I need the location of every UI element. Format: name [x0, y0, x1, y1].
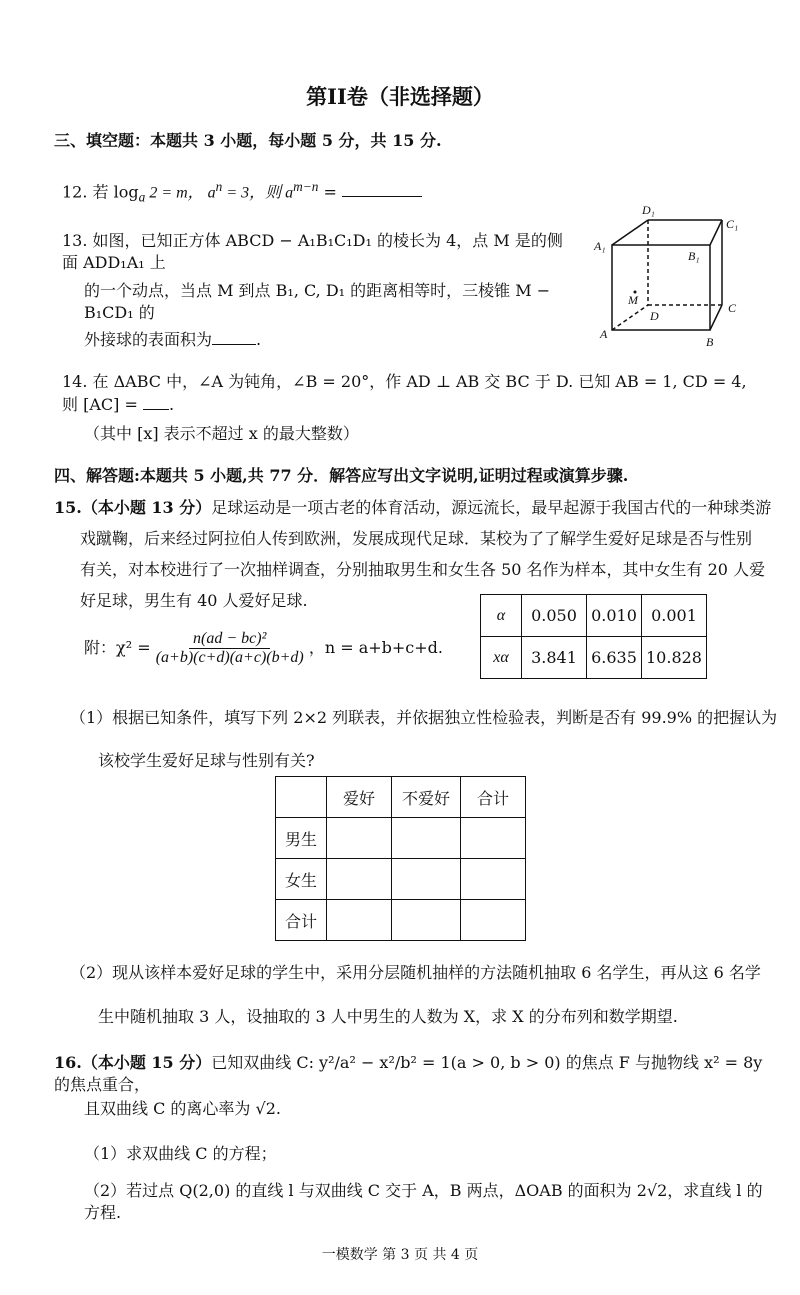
- label-c: C: [728, 301, 737, 315]
- contingency-table: 爱好 不爱好 合计 男生 女生 合计: [275, 776, 526, 941]
- cell: [461, 900, 526, 941]
- question-13-line2: 的一个动点，当点 M 到点 B₁, C, D₁ 的距离相等时，三棱锥 M − B₁CD₁ 的: [84, 281, 551, 322]
- cell: [461, 818, 526, 859]
- question-15-line2: 戏蹴鞠，后来经过阿拉伯人传到欧洲，发展成现代足球．某校为了了解学生爱好足球是否与性别: [80, 529, 753, 548]
- label-d: D: [650, 309, 659, 323]
- label-m: M: [628, 293, 638, 307]
- label-b: B: [706, 335, 714, 349]
- question-16-part2: （2）若过点 Q(2,0) 的直线 l 与双曲线 C 交于 A，B 两点，ΔOAB 的面积为 2√2，求直线 l 的方程.: [84, 1181, 763, 1222]
- label-a: A: [600, 327, 608, 341]
- answer-blank: [212, 328, 256, 345]
- page-title: 第II卷（非选择题）: [306, 84, 494, 109]
- question-14: 14. 在 ΔABC 中，∠A 为钝角，∠B = 20°，作 AD ⊥ AB 交 BC 于 D. 已知 AB = 1, CD = 4, 则 [AC] = .: [62, 372, 747, 414]
- label-c1: C₁: [726, 217, 739, 231]
- label-b1: B₁: [688, 249, 700, 263]
- question-15-part1-line2: 该校学生爱好足球与性别有关?: [98, 751, 315, 770]
- label-a1: A₁: [594, 239, 606, 253]
- cell: [392, 859, 461, 900]
- question-13-line1: 13. 如图，已知正方体 ABCD − A₁B₁C₁D₁ 的棱长为 4，点 M 是的侧面 ADD₁A₁ 上: [62, 231, 563, 272]
- question-16-line2: 且双曲线 C 的离心率为 √2.: [84, 1099, 281, 1118]
- question-15-part2-line1: （2）现从该样本爱好足球的学生中，采用分层随机抽样的方法随机抽取 6 名学生，再从这 6 名学: [70, 963, 761, 982]
- cell: [392, 900, 461, 941]
- critical-value-table: α 0.050 0.010 0.001 xα 3.841 6.635 10.828: [480, 594, 707, 679]
- question-15-line1: 15.（本小题 13 分）足球运动是一项古老的体育活动，源远流长，最早起源于我国古代的一种球类游: [54, 498, 772, 517]
- cube-figure: [590, 200, 750, 350]
- cell: [327, 900, 392, 941]
- answer-blank: [143, 393, 169, 410]
- section-fill-in: 三、填空题：本题共 3 小题，每小题 5 分，共 15 分.: [54, 131, 442, 150]
- question-16-line1: 16.（本小题 15 分）已知双曲线 C: y²/a² − x²/b² = 1(a > 0, b > 0) 的焦点 F 与抛物线 x² = 8y 的焦点重合，: [54, 1053, 763, 1094]
- cell: [392, 818, 461, 859]
- question-13-line3: 外接球的表面积为 .: [84, 330, 262, 349]
- answer-blank: [342, 180, 422, 197]
- question-15-part1-line1: （1）根据已知条件，填写下列 2×2 列联表，并依据独立性检验表，判断是否有 99.9% 的把握认为: [70, 708, 778, 727]
- cell: [327, 818, 392, 859]
- label-d1: D₁: [642, 203, 655, 217]
- question-16-part1: （1）求双曲线 C 的方程；: [84, 1144, 277, 1163]
- question-15-line3: 有关，对本校进行了一次抽样调查，分别抽取男生和女生各 50 名作为样本，其中女生有 20 人爱: [80, 560, 766, 579]
- section-answer: 四、解答题:本题共 5 小题,共 77 分．解答应写出文字说明,证明过程或演算步骤.: [54, 466, 629, 485]
- question-12: 12. 若 $\log_a 2 = m$， $a^n = 3$，则 $a^{m-n}$ =: [62, 176, 422, 209]
- question-15-part2-line2: 生中随机抽取 3 人，设抽取的 3 人中男生的人数为 X，求 X 的分布列和数学期望.: [98, 1007, 678, 1026]
- page-footer: 一模数学 第 3 页 共 4 页: [321, 1247, 479, 1263]
- cell: [461, 859, 526, 900]
- cell: [327, 859, 392, 900]
- question-14-note: （其中 [x] 表示不超过 x 的最大整数）: [84, 424, 359, 443]
- question-15-line4: 好足球，男生有 40 人爱好足球.: [80, 591, 308, 610]
- chi-square-formula: 附：χ² = $\frac{\text{n(ad − bc)²}}{(a+b)(c+d)(a+c)(b+d)}$ ，n = a+b+c+d.: [84, 630, 443, 666]
